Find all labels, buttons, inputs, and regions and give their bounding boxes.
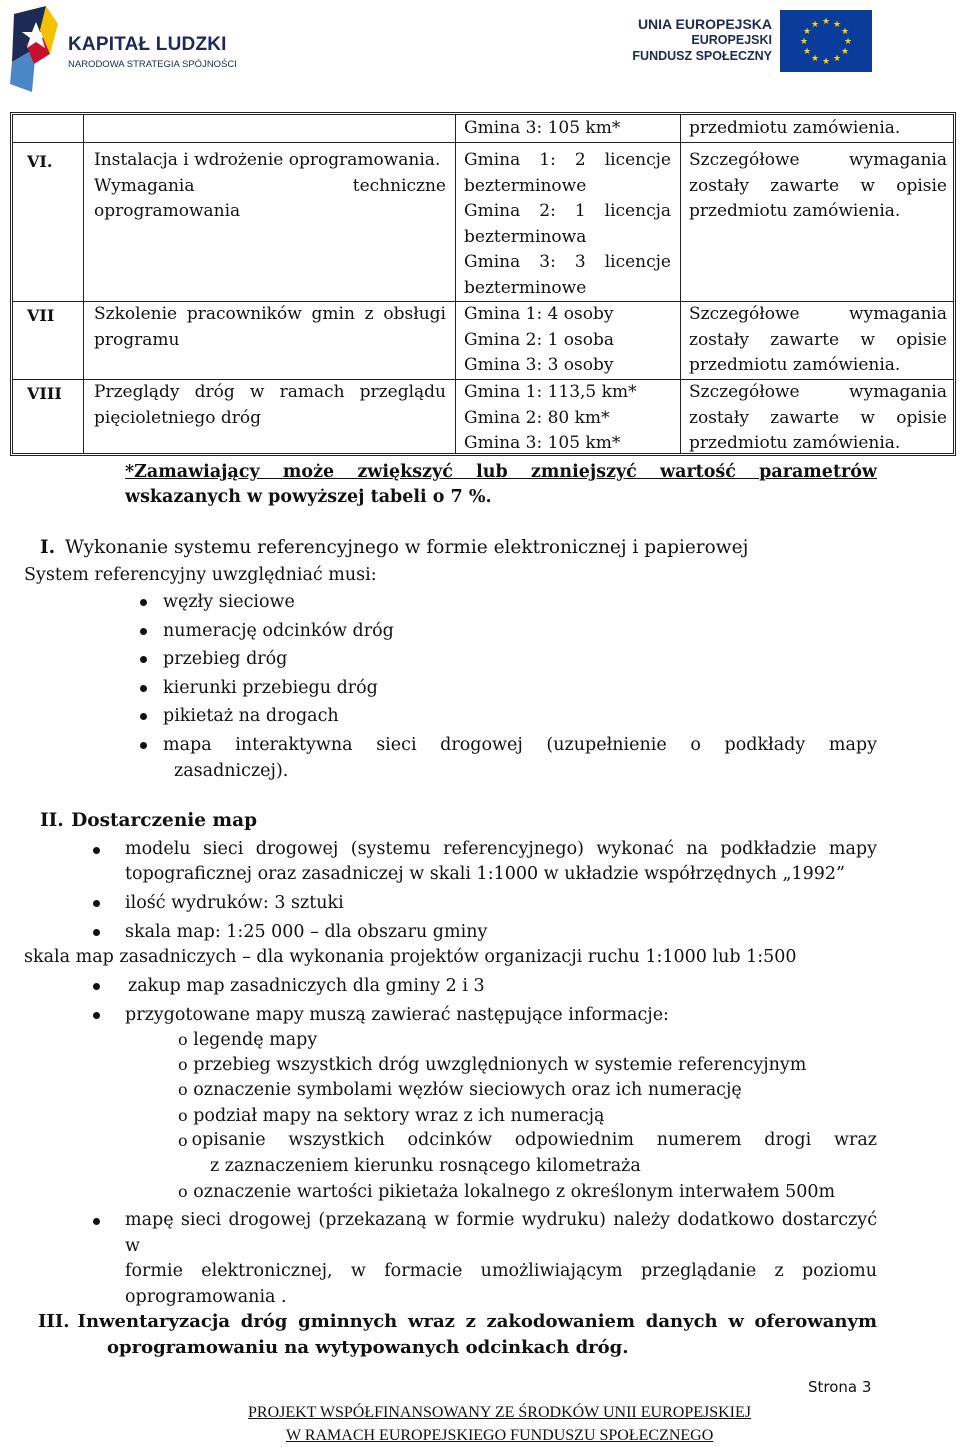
sub-item-text: przebieg wszystkich dróg uwzględnionych w systemie referencyjnym — [193, 1055, 807, 1075]
bullet-icon — [140, 599, 147, 606]
sub-list-item — [178, 1103, 604, 1129]
eu-line-3: FUNDUSZ SPOŁECZNY — [632, 49, 772, 63]
table-cell-value — [464, 148, 671, 301]
section-2-heading — [40, 808, 257, 834]
svg-text:★: ★ — [843, 37, 853, 47]
sub-list-item — [178, 1027, 317, 1053]
list-item-line: modelu sieci drogowej (systemu referencyjnego) wykonać na podkładzie mapy — [125, 839, 877, 859]
list-item: skala map: 1:25 000 – dla obszaru gminy — [125, 922, 488, 942]
table-col-divider — [455, 115, 456, 453]
note-line: Szczegółowe wymagania — [689, 304, 947, 324]
sub-item-text: oznaczenie symbolami węzłów sieciowych oraz ich numerację — [193, 1080, 742, 1100]
value-line: Gmina 3: 105 km* — [464, 433, 621, 453]
note-line: zostały zawarte w opisie — [689, 407, 947, 428]
eu-line-2: EUROPEJSKI — [691, 33, 772, 47]
table-col-divider — [680, 115, 681, 453]
list-item-line: mapę sieci drogowej (przekazaną w formie wydruku) należy dodatkowo dostarczyć w — [125, 1210, 877, 1256]
table-cell-description — [94, 302, 446, 353]
desc-line: programu — [94, 329, 180, 350]
value-line: Gmina 2: 80 km* — [464, 407, 610, 428]
section-1-heading — [40, 535, 748, 561]
bullet-icon — [93, 1218, 100, 1225]
table-row-number: VII — [27, 306, 55, 325]
footer-line-1: PROJEKT WSPÓŁFINANSOWANY ZE ŚRODKÓW UNII EUROPEJSKIEJ — [248, 1404, 751, 1421]
footnote-line: wskazanych w powyższej tabeli o 7 %. — [125, 487, 492, 507]
value-line: Gmina 3: 3 osoby — [464, 355, 614, 375]
list-item — [125, 837, 877, 887]
table-row-number: VIII — [27, 384, 62, 403]
list-item-line: zasadniczej). — [174, 761, 289, 781]
sub-item-text: oznaczenie wartości pikietaża lokalnego z określonym interwałem 500m — [193, 1182, 836, 1202]
list-item: przebieg dróg — [163, 649, 288, 669]
bullet-icon — [140, 685, 147, 692]
table-row-number: VI. — [27, 152, 53, 171]
circle-bullet-icon: o — [178, 1106, 188, 1125]
eu-fund-logo — [632, 4, 872, 74]
note-line: zostały zawarte w opisie — [689, 175, 947, 196]
kapital-ludzki-subtitle: NARODOWA STRATEGIA SPÓJNOŚCI — [68, 59, 237, 70]
value-line: Gmina 1: 2 licencje — [464, 150, 671, 170]
note-line: Szczegółowe wymagania — [689, 382, 947, 402]
bullet-icon — [93, 1012, 100, 1019]
list-item: pikietaż na drogach — [163, 706, 339, 726]
bullet-icon — [140, 713, 147, 720]
svg-text:★: ★ — [810, 54, 820, 64]
sub-item-row — [178, 1128, 877, 1154]
paragraph: skala map zasadniczych – dla wykonania projektów organizacji ruchu 1:1000 lub 1:500 — [24, 947, 797, 967]
svg-text:★: ★ — [840, 27, 850, 37]
svg-text:★: ★ — [799, 37, 809, 47]
sub-list-item — [178, 1052, 806, 1078]
bullet-icon — [140, 742, 147, 749]
circle-bullet-icon: o — [178, 1030, 188, 1049]
value-line: Gmina 2: 1 osoba — [464, 329, 615, 350]
bullet-icon — [93, 900, 100, 907]
circle-bullet-icon: o — [178, 1055, 188, 1074]
note-line: zostały zawarte w opisie — [689, 329, 947, 350]
list-item: węzły sieciowe — [163, 592, 295, 612]
list-item — [163, 732, 877, 784]
section-title: Dostarczenie map — [71, 810, 258, 831]
table-cell-description — [94, 148, 446, 225]
table-col-divider — [83, 115, 84, 453]
section-number: III. — [38, 1311, 70, 1332]
svg-text:★: ★ — [832, 54, 842, 64]
table-cell-value: Gmina 3: 105 km* — [464, 118, 621, 138]
section-1-intro: System referencyjny uwzględniać musi: — [24, 565, 377, 585]
bullet-icon — [140, 628, 147, 635]
footer-line-2: W RAMACH EUROPEJSKIEGO FUNDUSZU SPOŁECZNEGO — [286, 1427, 714, 1444]
eu-line-1: UNIA EUROPEJSKA — [637, 16, 772, 32]
list-item: przygotowane mapy muszą zawierać następujące informacje: — [125, 1005, 669, 1025]
list-item: ilość wydruków: 3 sztuki — [125, 893, 344, 913]
desc-line: Szkolenie pracowników gmin z obsługi — [94, 304, 446, 324]
desc-line: pięcioletniego dróg — [94, 407, 261, 428]
sub-list-item — [178, 1128, 877, 1179]
svg-text:★: ★ — [821, 57, 831, 67]
list-item: numerację odcinków dróg — [163, 621, 394, 641]
circle-bullet-icon: o — [178, 1182, 188, 1201]
note-line: przedmiotu zamówienia. — [689, 355, 901, 375]
note-line: przedmiotu zamówienia. — [689, 433, 901, 453]
section-title: Inwentaryzacja dróg gminnych wraz z zakodowaniem danych w oferowanym — [77, 1311, 877, 1332]
bullet-icon — [93, 847, 100, 854]
sub-item-text: podział mapy na sektory wraz z ich numeracją — [193, 1106, 605, 1126]
sub-item-text: z zaznaczeniem kierunku rosnącego kilometraża — [210, 1155, 641, 1176]
value-line: Gmina 1: 113,5 km* — [464, 382, 637, 402]
list-item — [125, 1208, 877, 1310]
table-cell-note: przedmiotu zamówienia. — [689, 118, 901, 138]
kapital-ludzki-title: KAPITAŁ LUDZKI — [68, 34, 227, 55]
section-3-heading — [38, 1309, 877, 1360]
sub-list-item — [178, 1179, 835, 1205]
note-line: Szczegółowe wymagania — [689, 150, 947, 170]
requirements-table — [10, 112, 956, 456]
eu-flag-icon — [780, 10, 872, 72]
circle-bullet-icon: o — [178, 1080, 188, 1099]
section-number: II. — [40, 810, 64, 831]
svg-text:★: ★ — [832, 20, 842, 30]
table-cell-note — [689, 148, 947, 225]
table-row-divider — [13, 142, 953, 143]
kapital-ludzki-logo — [6, 4, 246, 92]
table-cell-description — [94, 380, 446, 431]
svg-text:★: ★ — [810, 20, 820, 30]
sub-item-text: legendę mapy — [193, 1030, 318, 1050]
svg-text:★: ★ — [802, 27, 812, 37]
value-line: Gmina 3: 3 licencje — [464, 252, 671, 272]
section-3-line — [38, 1309, 877, 1335]
desc-line: oprogramowania — [94, 201, 241, 221]
section-number: I. — [40, 537, 56, 558]
list-item-line: topograficznej oraz zasadniczej w skali 1:1000 w układzie współrzędnych „1992” — [125, 864, 846, 884]
bullet-icon — [93, 983, 100, 990]
value-line: bezterminowe — [464, 175, 587, 196]
list-item: zakup map zasadniczych dla gminy 2 i 3 — [128, 976, 485, 996]
kapital-ludzki-emblem-icon — [6, 4, 66, 94]
section-title-line2: oprogramowaniu na wytypowanych odcinkach dróg. — [107, 1336, 629, 1358]
bullet-icon — [93, 929, 100, 936]
sub-item-text: opisanie wszystkich odcinków odpowiednim numerem drogi wraz — [191, 1130, 877, 1150]
value-line: Gmina 1: 4 osoby — [464, 304, 614, 324]
list-item: kierunki przebiegu dróg — [163, 678, 378, 698]
svg-text:★: ★ — [840, 47, 850, 57]
list-item-line: oprogramowania . — [125, 1286, 287, 1307]
bullet-icon — [140, 656, 147, 663]
svg-text:★: ★ — [821, 17, 831, 27]
eu-fund-text — [632, 16, 772, 64]
table-cell-note — [689, 302, 947, 379]
svg-text:★: ★ — [802, 47, 812, 57]
list-item-line: mapa interaktywna sieci drogowej (uzupełnienie o podkłady mapy — [163, 735, 877, 755]
table-footnote — [125, 460, 877, 510]
table-cell-note — [689, 380, 947, 457]
list-item-line: formie elektronicznej, w formacie umożliwiającym przeglądanie z poziomu — [125, 1261, 877, 1281]
desc-line: Wymagania techniczne — [94, 175, 446, 196]
sub-list-item — [178, 1077, 742, 1103]
desc-line: Przeglądy dróg w ramach przeglądu — [94, 382, 446, 402]
circle-bullet-icon: o — [178, 1131, 188, 1150]
note-line: przedmiotu zamówienia. — [689, 201, 901, 221]
desc-line: Instalacja i wdrożenie oprogramowania. — [94, 150, 441, 170]
section-title: Wykonanie systemu referencyjnego w formie elektronicznej i papierowej — [65, 537, 749, 558]
table-cell-value — [464, 302, 671, 379]
page-number: Strona 3 — [808, 1378, 872, 1396]
value-line: bezterminowa — [464, 226, 587, 247]
value-line: Gmina 2: 1 licencja — [464, 201, 671, 221]
value-line: bezterminowe — [464, 277, 587, 298]
table-cell-value — [464, 380, 671, 457]
footnote-line: *Zamawiający może zwiększyć lub zmniejszyć wartość parametrów — [125, 462, 877, 482]
